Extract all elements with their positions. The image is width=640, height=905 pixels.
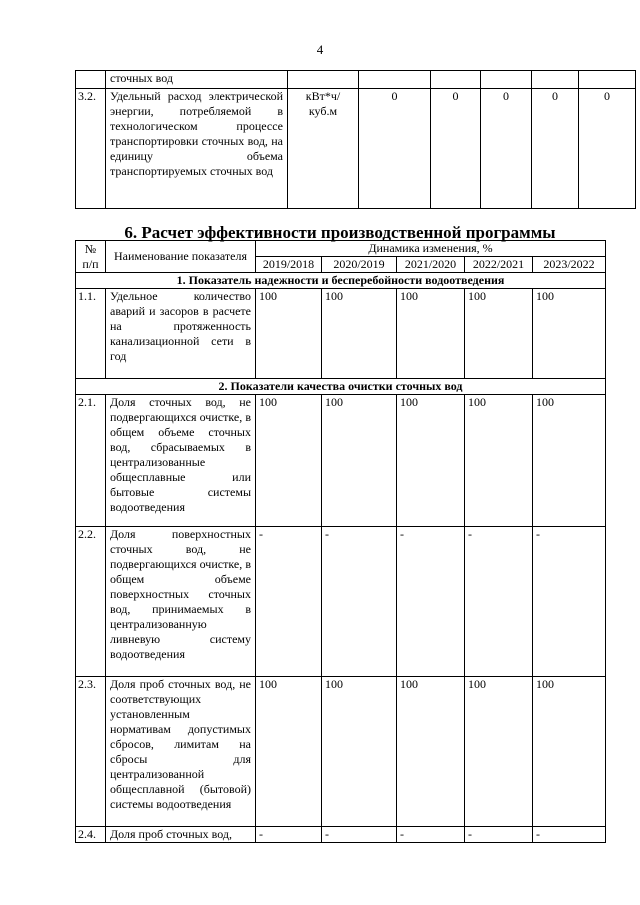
header-num: № п/п: [76, 241, 106, 273]
value-cell: 100: [397, 289, 465, 379]
value-cell: 100: [465, 677, 533, 827]
table-row: [76, 71, 636, 89]
value-cell: 100: [256, 289, 322, 379]
indicator-name: Доля поверхностных сточных вод, не подвергающихся очистке, в общем объеме поверхностных сточных вод, принимаемых в централизованную ливневую систему водоотведения: [106, 527, 256, 677]
value-cell: 100: [465, 395, 533, 527]
indicator-name: Доля проб сточных вод, не соответствующих установленным нормативам допустимых сбросов, лимитам на сбросы для централизованной общесплавной (бытовой) системы водоотведения: [106, 677, 256, 827]
value-cell: 0: [359, 89, 431, 209]
page-number: 4: [316, 42, 324, 57]
value-cell: 100: [322, 289, 397, 379]
value-cell: -: [465, 527, 533, 677]
header-year: 2023/2022: [533, 257, 606, 273]
value-cell: 100: [533, 395, 606, 527]
indicator-name: Доля проб сточных вод,: [106, 827, 256, 843]
table-row: [76, 89, 636, 209]
table-row: [76, 677, 606, 827]
table-row: [76, 289, 606, 379]
value-cell: 100: [322, 677, 397, 827]
value-cell: -: [322, 827, 397, 843]
value-cell: -: [533, 527, 606, 677]
unit: кВт*ч/ куб.м: [288, 89, 359, 209]
table-row: [76, 395, 606, 527]
indicator-name: Удельное количество аварий и засоров в расчете на протяженность канализационной сети в год: [106, 289, 256, 379]
row-number: 2.1.: [76, 395, 106, 527]
group-header-row: [76, 273, 606, 289]
value-cell: 0: [532, 89, 579, 209]
value-cell: 0: [481, 89, 532, 209]
header-year: 2022/2021: [465, 257, 533, 273]
value-cell: 100: [256, 395, 322, 527]
row-number: 1.1.: [76, 289, 106, 379]
header-year: 2019/2018: [256, 257, 322, 273]
value-cell: -: [322, 527, 397, 677]
group-header-row: [76, 379, 606, 395]
group-title: 1. Показатель надежности и бесперебойности водоотведения: [76, 273, 606, 289]
table-row: [76, 527, 606, 677]
value-cell: 0: [431, 89, 481, 209]
value-cell: 100: [256, 677, 322, 827]
value-cell: 100: [465, 289, 533, 379]
header-dynamics: Динамика изменения, %: [256, 241, 606, 257]
value-cell: -: [533, 827, 606, 843]
value-cell: -: [256, 827, 322, 843]
value-cell: 100: [397, 395, 465, 527]
value-cell: 100: [322, 395, 397, 527]
header-year: 2021/2020: [397, 257, 465, 273]
value-cell: 100: [533, 289, 606, 379]
section-title: 6. Расчет эффективности производственной программы: [124, 223, 556, 242]
row-number: 2.4.: [76, 827, 106, 843]
value-cell: -: [397, 527, 465, 677]
indicator-name: сточных вод: [106, 71, 288, 89]
row-number: 2.3.: [76, 677, 106, 827]
indicator-name: Доля сточных вод, не подвергающихся очистке, в общем объеме сточных вод, сбрасываемых в централизованные общесплавные или бытовые системы водоотведения: [106, 395, 256, 527]
indicators-table-continued: [75, 70, 636, 209]
value-cell: -: [256, 527, 322, 677]
row-number: 3.2.: [76, 89, 106, 209]
value-cell: -: [397, 827, 465, 843]
value-cell: 100: [397, 677, 465, 827]
indicator-name: Удельный расход электрической энергии, потребляемой в технологическом процессе транспортировки сточных вод, на единицу объема транспортируемых сточных вод: [106, 89, 288, 209]
group-title: 2. Показатели качества очистки сточных вод: [76, 379, 606, 395]
header-name: Наименование показателя: [106, 241, 256, 273]
table-row: [76, 827, 606, 843]
row-number: 2.2.: [76, 527, 106, 677]
value-cell: 100: [533, 677, 606, 827]
efficiency-table: [75, 240, 606, 843]
value-cell: 0: [579, 89, 636, 209]
value-cell: -: [465, 827, 533, 843]
header-year: 2020/2019: [322, 257, 397, 273]
header-row: [76, 241, 606, 257]
